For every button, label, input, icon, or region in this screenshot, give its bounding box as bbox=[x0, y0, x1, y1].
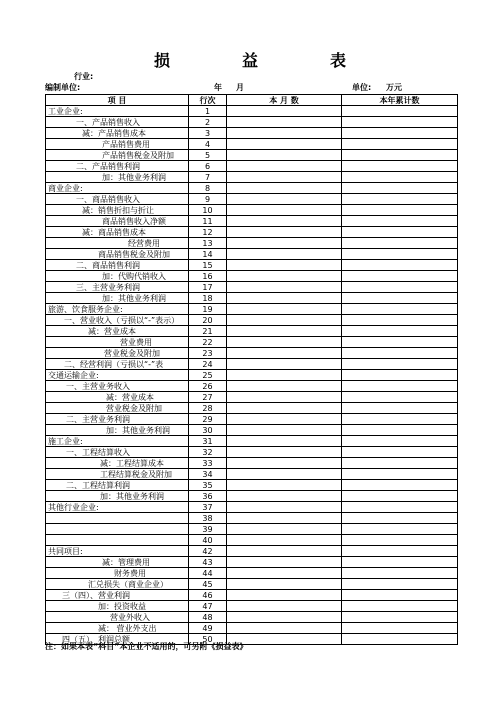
row-year-to-date-cell[interactable] bbox=[342, 590, 458, 601]
table-row bbox=[46, 425, 458, 436]
row-year-to-date-cell[interactable] bbox=[342, 128, 458, 139]
row-item-label: 营业税金及附加 bbox=[46, 403, 189, 414]
table-row bbox=[46, 106, 458, 117]
row-year-to-date-cell[interactable] bbox=[342, 139, 458, 150]
title-char-2: 益 bbox=[241, 50, 258, 70]
row-line-number: 17 bbox=[189, 282, 227, 293]
row-line-number: 23 bbox=[189, 348, 227, 359]
row-line-number: 21 bbox=[189, 326, 227, 337]
row-line-number: 19 bbox=[189, 304, 227, 315]
row-item-label: 商品销售税金及附加 bbox=[46, 249, 189, 260]
row-item-label: 加：投资收益 bbox=[46, 601, 189, 612]
row-item-label: 财务费用 bbox=[46, 568, 189, 579]
row-line-number: 45 bbox=[189, 579, 227, 590]
row-item-label: 二、工程结算利润 bbox=[46, 480, 189, 491]
row-item-label: 减：产品销售成本 bbox=[46, 128, 189, 139]
row-current-month-cell[interactable] bbox=[227, 370, 342, 381]
row-line-number: 11 bbox=[189, 216, 227, 227]
row-item-label: 一、营业收入（亏损以“-”表示） bbox=[46, 315, 189, 326]
row-line-number: 28 bbox=[189, 403, 227, 414]
table-row bbox=[46, 216, 458, 227]
row-year-to-date-cell[interactable] bbox=[342, 425, 458, 436]
row-current-month-cell[interactable] bbox=[227, 524, 342, 535]
row-item-label: 经营费用 bbox=[46, 238, 189, 249]
row-year-to-date-cell[interactable] bbox=[342, 205, 458, 216]
row-line-number: 8 bbox=[189, 183, 227, 194]
row-line-number: 42 bbox=[189, 546, 227, 557]
row-current-month-cell[interactable] bbox=[227, 293, 342, 304]
table-row bbox=[46, 524, 458, 535]
reporting-unit-label: 编制单位: bbox=[45, 83, 81, 92]
row-line-number: 27 bbox=[189, 392, 227, 403]
row-year-to-date-cell[interactable] bbox=[342, 326, 458, 337]
table-row bbox=[46, 238, 458, 249]
table-row bbox=[46, 271, 458, 282]
row-line-number: 16 bbox=[189, 271, 227, 282]
currency-unit-label: 单位: bbox=[352, 83, 372, 92]
row-line-number: 13 bbox=[189, 238, 227, 249]
row-year-to-date-cell[interactable] bbox=[342, 304, 458, 315]
table-row bbox=[46, 381, 458, 392]
table-row bbox=[46, 480, 458, 491]
row-line-number: 34 bbox=[189, 469, 227, 480]
row-year-to-date-cell[interactable] bbox=[342, 106, 458, 117]
row-year-to-date-cell[interactable] bbox=[342, 414, 458, 425]
row-current-month-cell[interactable] bbox=[227, 425, 342, 436]
table-row bbox=[46, 546, 458, 557]
row-item-label: 一、商品销售收入 bbox=[46, 194, 189, 205]
row-item-label: 加：其他业务利润 bbox=[46, 491, 189, 502]
row-year-to-date-cell[interactable] bbox=[342, 535, 458, 546]
row-current-month-cell[interactable] bbox=[227, 150, 342, 161]
row-item-label: 汇兑损失（商业企业） bbox=[46, 579, 189, 590]
table-row bbox=[46, 282, 458, 293]
table-row bbox=[46, 249, 458, 260]
row-year-to-date-cell[interactable] bbox=[342, 557, 458, 568]
row-line-number: 33 bbox=[189, 458, 227, 469]
row-year-to-date-cell[interactable] bbox=[342, 117, 458, 128]
row-current-month-cell[interactable] bbox=[227, 304, 342, 315]
row-current-month-cell[interactable] bbox=[227, 590, 342, 601]
table-row bbox=[46, 161, 458, 172]
column-header-year-to-date: 本年累计数 bbox=[342, 95, 458, 106]
column-header-item: 项 目 bbox=[46, 95, 189, 106]
row-item-label: 二、主营业务利润 bbox=[46, 414, 189, 425]
row-year-to-date-cell[interactable] bbox=[342, 348, 458, 359]
table-row bbox=[46, 535, 458, 546]
row-item-label: 三、主营业务利润 bbox=[46, 282, 189, 293]
row-current-month-cell[interactable] bbox=[227, 260, 342, 271]
table-body bbox=[46, 106, 458, 645]
row-line-number: 29 bbox=[189, 414, 227, 425]
row-line-number: 1 bbox=[189, 106, 227, 117]
row-current-month-cell[interactable] bbox=[227, 194, 342, 205]
row-year-to-date-cell[interactable] bbox=[342, 634, 458, 645]
row-line-number: 40 bbox=[189, 535, 227, 546]
column-header-current-month: 本 月 数 bbox=[227, 95, 342, 106]
title-char-1: 损 bbox=[153, 50, 170, 70]
table-row bbox=[46, 359, 458, 370]
row-line-number: 32 bbox=[189, 447, 227, 458]
row-current-month-cell[interactable] bbox=[227, 612, 342, 623]
row-current-month-cell[interactable] bbox=[227, 491, 342, 502]
row-item-label: 施工企业: bbox=[46, 436, 189, 447]
row-current-month-cell[interactable] bbox=[227, 513, 342, 524]
table-row bbox=[46, 194, 458, 205]
table-row bbox=[46, 183, 458, 194]
row-year-to-date-cell[interactable] bbox=[342, 447, 458, 458]
table-row bbox=[46, 601, 458, 612]
row-item-label: 加：其他业务利润 bbox=[46, 425, 189, 436]
row-year-to-date-cell[interactable] bbox=[342, 436, 458, 447]
row-current-month-cell[interactable] bbox=[227, 128, 342, 139]
row-current-month-cell[interactable] bbox=[227, 326, 342, 337]
row-item-label: 二、产品销售利润 bbox=[46, 161, 189, 172]
row-year-to-date-cell[interactable] bbox=[342, 458, 458, 469]
row-line-number: 48 bbox=[189, 612, 227, 623]
row-current-month-cell[interactable] bbox=[227, 161, 342, 172]
row-year-to-date-cell[interactable] bbox=[342, 172, 458, 183]
row-current-month-cell[interactable] bbox=[227, 271, 342, 282]
table-row bbox=[46, 612, 458, 623]
table-row bbox=[46, 260, 458, 271]
table-row bbox=[46, 579, 458, 590]
row-line-number: 20 bbox=[189, 315, 227, 326]
row-item-label: 一、工程结算收入 bbox=[46, 447, 189, 458]
table-row bbox=[46, 139, 458, 150]
table-row bbox=[46, 568, 458, 579]
row-year-to-date-cell[interactable] bbox=[342, 315, 458, 326]
row-current-month-cell[interactable] bbox=[227, 238, 342, 249]
table-row bbox=[46, 403, 458, 414]
row-line-number: 36 bbox=[189, 491, 227, 502]
row-line-number: 49 bbox=[189, 623, 227, 634]
table-row bbox=[46, 348, 458, 359]
row-line-number: 38 bbox=[189, 513, 227, 524]
table-row bbox=[46, 414, 458, 425]
row-line-number: 4 bbox=[189, 139, 227, 150]
row-current-month-cell[interactable] bbox=[227, 480, 342, 491]
row-year-to-date-cell[interactable] bbox=[342, 480, 458, 491]
row-year-to-date-cell[interactable] bbox=[342, 359, 458, 370]
currency-unit-value: 万元 bbox=[386, 83, 402, 92]
row-item-label: 营业外收入 bbox=[46, 612, 189, 623]
row-line-number: 7 bbox=[189, 172, 227, 183]
row-year-to-date-cell[interactable] bbox=[342, 238, 458, 249]
row-year-to-date-cell[interactable] bbox=[342, 524, 458, 535]
row-item-label: 产品销售税金及附加 bbox=[46, 150, 189, 161]
row-item-label: 减：管理费用 bbox=[46, 557, 189, 568]
row-year-to-date-cell[interactable] bbox=[342, 260, 458, 271]
row-item-label: 加：代购代销收入 bbox=[46, 271, 189, 282]
row-current-month-cell[interactable] bbox=[227, 392, 342, 403]
report-title bbox=[0, 46, 500, 72]
row-year-to-date-cell[interactable] bbox=[342, 271, 458, 282]
row-year-to-date-cell[interactable] bbox=[342, 370, 458, 381]
table-row bbox=[46, 502, 458, 513]
row-line-number: 22 bbox=[189, 337, 227, 348]
row-item-label: 一、主营业务收入 bbox=[46, 381, 189, 392]
row-current-month-cell[interactable] bbox=[227, 579, 342, 590]
row-year-to-date-cell[interactable] bbox=[342, 216, 458, 227]
row-current-month-cell[interactable] bbox=[227, 381, 342, 392]
row-line-number: 2 bbox=[189, 117, 227, 128]
month-label: 月 bbox=[236, 83, 244, 92]
row-year-to-date-cell[interactable] bbox=[342, 568, 458, 579]
table-row bbox=[46, 590, 458, 601]
table-row bbox=[46, 205, 458, 216]
table-row bbox=[46, 370, 458, 381]
row-item-label: 工程结算税金及附加 bbox=[46, 469, 189, 480]
row-year-to-date-cell[interactable] bbox=[342, 381, 458, 392]
row-year-to-date-cell[interactable] bbox=[342, 249, 458, 260]
row-item-label: 交通运输企业: bbox=[46, 370, 189, 381]
table-row bbox=[46, 513, 458, 524]
table-row bbox=[46, 172, 458, 183]
row-item-label: 加：其他业务利润 bbox=[46, 172, 189, 183]
row-current-month-cell[interactable] bbox=[227, 502, 342, 513]
row-year-to-date-cell[interactable] bbox=[342, 513, 458, 524]
row-item-label: 减： 营业外支出 bbox=[46, 623, 189, 634]
row-year-to-date-cell[interactable] bbox=[342, 194, 458, 205]
footnote: 注：如果本表“科目”本企业不适用的，可另附《损益表》 bbox=[45, 642, 248, 651]
table-row bbox=[46, 392, 458, 403]
row-line-number: 47 bbox=[189, 601, 227, 612]
row-year-to-date-cell[interactable] bbox=[342, 150, 458, 161]
row-current-month-cell[interactable] bbox=[227, 183, 342, 194]
row-line-number: 50 bbox=[189, 634, 227, 645]
table-row bbox=[46, 447, 458, 458]
row-item-label: 减：营业成本 bbox=[46, 392, 189, 403]
table-row bbox=[46, 337, 458, 348]
table-row bbox=[46, 117, 458, 128]
row-year-to-date-cell[interactable] bbox=[342, 403, 458, 414]
row-current-month-cell[interactable] bbox=[227, 249, 342, 260]
row-year-to-date-cell[interactable] bbox=[342, 392, 458, 403]
row-item-label: 减：销售折扣与折让 bbox=[46, 205, 189, 216]
row-current-month-cell[interactable] bbox=[227, 139, 342, 150]
row-line-number: 37 bbox=[189, 502, 227, 513]
row-year-to-date-cell[interactable] bbox=[342, 623, 458, 634]
row-line-number: 3 bbox=[189, 128, 227, 139]
table-row bbox=[46, 293, 458, 304]
header-row bbox=[46, 95, 458, 106]
table-row bbox=[46, 315, 458, 326]
row-current-month-cell[interactable] bbox=[227, 337, 342, 348]
row-year-to-date-cell[interactable] bbox=[342, 293, 458, 304]
row-line-number: 26 bbox=[189, 381, 227, 392]
table-row bbox=[46, 491, 458, 502]
row-line-number: 43 bbox=[189, 557, 227, 568]
row-current-month-cell[interactable] bbox=[227, 414, 342, 425]
row-item-label: 营业税金及附加 bbox=[46, 348, 189, 359]
row-line-number: 10 bbox=[189, 205, 227, 216]
row-item-label: 共同项目: bbox=[46, 546, 189, 557]
row-current-month-cell[interactable] bbox=[227, 557, 342, 568]
row-line-number: 30 bbox=[189, 425, 227, 436]
row-item-label bbox=[46, 524, 189, 535]
row-current-month-cell[interactable] bbox=[227, 546, 342, 557]
row-year-to-date-cell[interactable] bbox=[342, 227, 458, 238]
row-current-month-cell[interactable] bbox=[227, 601, 342, 612]
row-line-number: 6 bbox=[189, 161, 227, 172]
row-item-label: 减：商品销售成本 bbox=[46, 227, 189, 238]
row-year-to-date-cell[interactable] bbox=[342, 601, 458, 612]
row-item-label bbox=[46, 513, 189, 524]
row-current-month-cell[interactable] bbox=[227, 117, 342, 128]
row-current-month-cell[interactable] bbox=[227, 535, 342, 546]
row-year-to-date-cell[interactable] bbox=[342, 502, 458, 513]
row-line-number: 31 bbox=[189, 436, 227, 447]
row-year-to-date-cell[interactable] bbox=[342, 469, 458, 480]
row-line-number: 14 bbox=[189, 249, 227, 260]
row-line-number: 5 bbox=[189, 150, 227, 161]
row-item-label: 其他行业企业: bbox=[46, 502, 189, 513]
row-item-label: 商业企业: bbox=[46, 183, 189, 194]
row-year-to-date-cell[interactable] bbox=[342, 491, 458, 502]
row-line-number: 39 bbox=[189, 524, 227, 535]
row-year-to-date-cell[interactable] bbox=[342, 282, 458, 293]
row-current-month-cell[interactable] bbox=[227, 227, 342, 238]
row-current-month-cell[interactable] bbox=[227, 359, 342, 370]
row-current-month-cell[interactable] bbox=[227, 436, 342, 447]
row-year-to-date-cell[interactable] bbox=[342, 612, 458, 623]
table-row bbox=[46, 458, 458, 469]
row-item-label bbox=[46, 535, 189, 546]
table-row bbox=[46, 623, 458, 634]
table-row bbox=[46, 469, 458, 480]
table-row bbox=[46, 304, 458, 315]
row-line-number: 24 bbox=[189, 359, 227, 370]
row-item-label: 减：营业成本 bbox=[46, 326, 189, 337]
row-year-to-date-cell[interactable] bbox=[342, 161, 458, 172]
table-row bbox=[46, 326, 458, 337]
row-current-month-cell[interactable] bbox=[227, 216, 342, 227]
row-item-label: 一、产品销售收入 bbox=[46, 117, 189, 128]
row-item-label: 四（五）、利润总额 bbox=[46, 634, 189, 645]
title-char-3: 表 bbox=[330, 50, 347, 70]
row-current-month-cell[interactable] bbox=[227, 568, 342, 579]
row-line-number: 18 bbox=[189, 293, 227, 304]
row-current-month-cell[interactable] bbox=[227, 172, 342, 183]
row-current-month-cell[interactable] bbox=[227, 458, 342, 469]
table-row bbox=[46, 436, 458, 447]
row-current-month-cell[interactable] bbox=[227, 623, 342, 634]
row-line-number: 12 bbox=[189, 227, 227, 238]
row-item-label: 产品销售费用 bbox=[46, 139, 189, 150]
row-item-label: 旅游、饮食服务企业: bbox=[46, 304, 189, 315]
table-row bbox=[46, 150, 458, 161]
row-item-label: 三（四）、营业利润 bbox=[46, 590, 189, 601]
row-item-label: 营业费用 bbox=[46, 337, 189, 348]
row-current-month-cell[interactable] bbox=[227, 315, 342, 326]
row-line-number: 44 bbox=[189, 568, 227, 579]
row-current-month-cell[interactable] bbox=[227, 447, 342, 458]
year-label: 年 bbox=[214, 83, 222, 92]
row-current-month-cell[interactable] bbox=[227, 106, 342, 117]
row-current-month-cell[interactable] bbox=[227, 348, 342, 359]
row-year-to-date-cell[interactable] bbox=[342, 337, 458, 348]
row-item-label: 二、商品销售利润 bbox=[46, 260, 189, 271]
row-line-number: 25 bbox=[189, 370, 227, 381]
row-current-month-cell[interactable] bbox=[227, 469, 342, 480]
row-current-month-cell[interactable] bbox=[227, 205, 342, 216]
row-year-to-date-cell[interactable] bbox=[342, 579, 458, 590]
row-year-to-date-cell[interactable] bbox=[342, 546, 458, 557]
row-item-label: 减：工程结算成本 bbox=[46, 458, 189, 469]
row-item-label: 加：其他业务利润 bbox=[46, 293, 189, 304]
row-item-label: 工业企业: bbox=[46, 106, 189, 117]
row-current-month-cell[interactable] bbox=[227, 282, 342, 293]
row-line-number: 35 bbox=[189, 480, 227, 491]
row-item-label: 商品销售收入净额 bbox=[46, 216, 189, 227]
table-row bbox=[46, 128, 458, 139]
table-row bbox=[46, 557, 458, 568]
table-row bbox=[46, 227, 458, 238]
column-header-line: 行次 bbox=[189, 95, 227, 106]
income-statement-table bbox=[45, 94, 458, 645]
industry-label: 行业: bbox=[74, 72, 94, 81]
row-year-to-date-cell[interactable] bbox=[342, 183, 458, 194]
row-item-label: 二、经营利润（亏损以“-”表 bbox=[46, 359, 189, 370]
row-line-number: 46 bbox=[189, 590, 227, 601]
row-line-number: 15 bbox=[189, 260, 227, 271]
row-line-number: 9 bbox=[189, 194, 227, 205]
row-current-month-cell[interactable] bbox=[227, 403, 342, 414]
